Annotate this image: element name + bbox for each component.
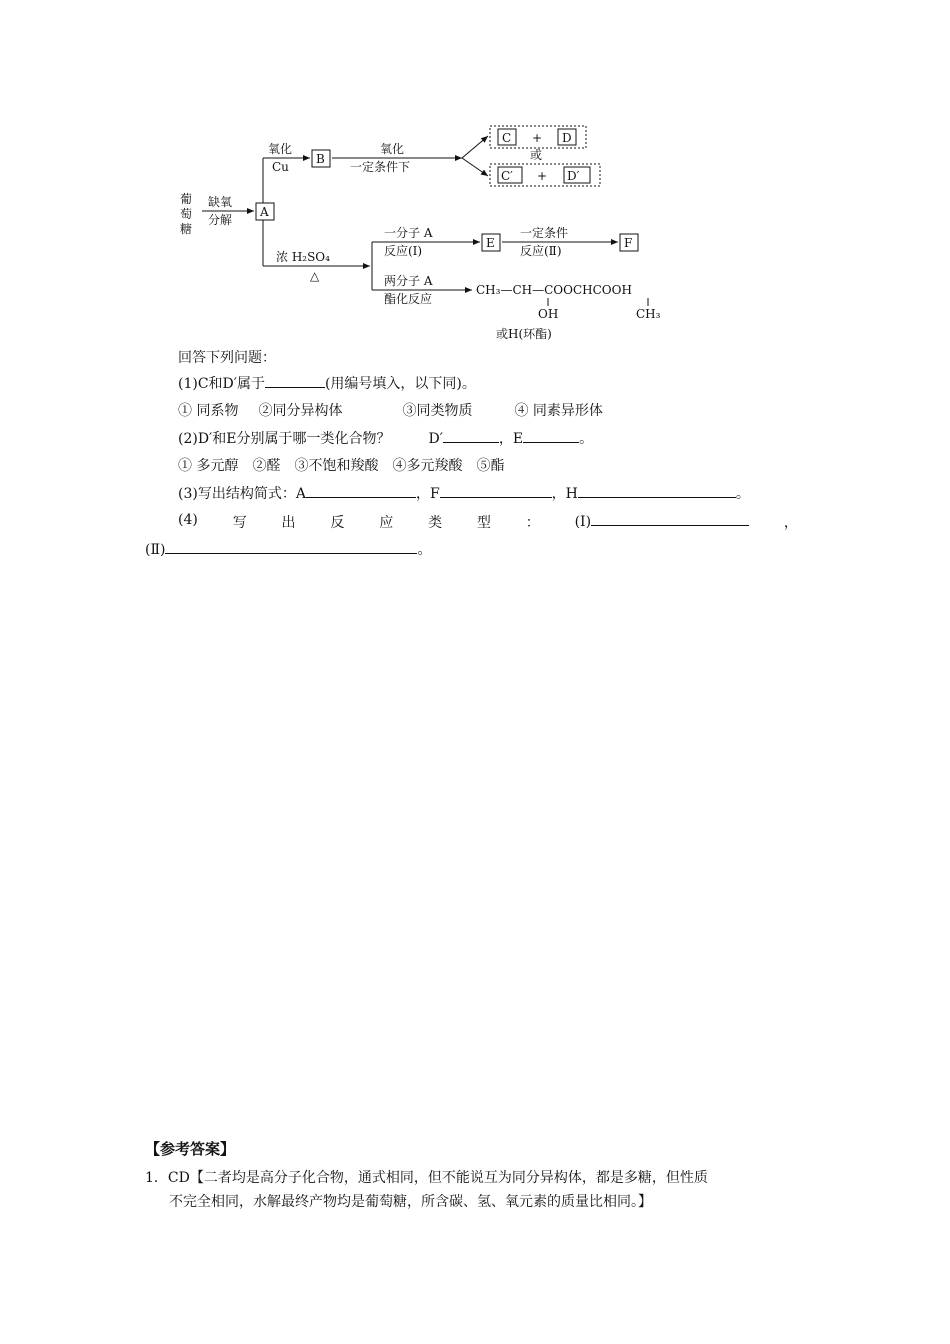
q2-text: (2)D′和E分别属于哪一类化合物？ [178, 431, 391, 447]
label-f: F [624, 236, 633, 250]
answer-1-line-1: 1．CD【二者均是高分子化合物，通式相同，但不能说互为同分异构体，都是多糖，但性质 [145, 1170, 708, 1186]
label-c-prime: C′ [501, 169, 513, 183]
answer-1 [145, 1166, 810, 1214]
answer-1-line-2: 不完全相同，水解最终产物均是葡萄糖，所含碳、氢、氧元素的质量比相同。】 [169, 1194, 652, 1210]
question-1 [178, 374, 476, 394]
q4-reaction-2-label: (Ⅱ) [145, 542, 166, 558]
arrow-to-cd-pair [462, 136, 488, 158]
q4-word: ： [525, 515, 540, 531]
cond-esterification: 酯化反应 [384, 292, 433, 306]
q4-word: 应 [379, 515, 394, 531]
q2-d-blank[interactable] [443, 429, 499, 443]
cond-decompose: 分解 [208, 213, 233, 227]
intro-text: 回答下列问题： [178, 350, 276, 366]
question-2 [178, 429, 593, 449]
cond-cu: Cu [272, 160, 289, 174]
plus-2: + [537, 169, 548, 183]
q1-opt-3: ③同类物质 [402, 403, 473, 419]
cond-one-molecule: 一分子 A [384, 226, 433, 240]
cond-h2so4: 浓 H₂SO₄ [276, 250, 330, 264]
q3-text: (3)写出结构简式：A [178, 486, 306, 502]
q1-tail: (用编号填入，以下同)。 [324, 376, 476, 392]
label-a: A [260, 205, 269, 219]
q4-end: 。 [417, 542, 432, 558]
q2-e-label: ，E [498, 431, 524, 447]
q2-options-text: ① 多元醇 ②醛 ③不饱和羧酸 ④多元羧酸 ⑤酯 [178, 458, 505, 474]
label-b: B [316, 152, 325, 166]
question-3 [178, 484, 750, 504]
reaction-scheme-diagram [170, 118, 750, 348]
question-4-line-1 [178, 512, 798, 532]
product-h-cyclic-ester: 或H(环酯) [496, 327, 552, 341]
q4-reaction-1-label: (Ⅰ) [574, 514, 592, 530]
q1-opt-1: ① 同系物 [178, 403, 239, 419]
q3-h-label: ，H [551, 486, 578, 502]
cond-specific: 一定条件下 [350, 160, 411, 174]
q4-reaction-2-blank[interactable] [165, 540, 417, 554]
product-oh: OH [538, 307, 559, 321]
q4-reaction-1-blank[interactable] [591, 512, 749, 526]
glucose-char-2: 萄 [180, 207, 193, 221]
q4-word: 出 [281, 515, 296, 531]
plus-1: + [532, 131, 543, 145]
cond-anaerobic: 缺氧 [208, 195, 233, 209]
q4-word: 反 [330, 515, 345, 531]
q2-end: 。 [579, 431, 594, 447]
q3-end: 。 [735, 486, 750, 502]
q4-word: 型 [476, 515, 491, 531]
label-or: 或 [530, 148, 543, 162]
cond-certain: 一定条件 [520, 226, 569, 240]
q1-text: (1)C和D′属于 [178, 376, 265, 392]
cond-oxidation-1: 氧化 [268, 142, 293, 156]
q4-comma: ， [783, 515, 798, 531]
product-ch3: CH₃ [636, 307, 661, 321]
label-c: C [502, 131, 512, 145]
product-formula: CH₃—CH—COOCHCOOH [476, 283, 632, 297]
cond-reaction-1: 反应(Ⅰ) [384, 244, 423, 258]
q2-e-blank[interactable] [523, 429, 579, 443]
questions-intro [178, 348, 276, 368]
q4-word: (4) [178, 512, 198, 528]
cond-oxidation-2: 氧化 [380, 142, 405, 156]
glucose-char-3: 糖 [180, 222, 193, 236]
question-4-line-2 [145, 540, 431, 560]
cond-two-molecules: 两分子 A [384, 274, 433, 288]
q3-f-label: ，F [415, 486, 440, 502]
q4-word: 写 [232, 515, 247, 531]
q1-opt-2: ②同分异构体 [258, 403, 343, 419]
q4-word: 类 [428, 515, 443, 531]
reaction-scheme-svg [170, 118, 750, 348]
cond-reaction-2: 反应(Ⅱ) [520, 244, 562, 258]
label-e: E [486, 236, 495, 250]
label-d: D [562, 131, 572, 145]
q1-blank[interactable] [265, 374, 325, 388]
cond-heat: △ [310, 269, 320, 283]
q3-a-blank[interactable] [306, 484, 416, 498]
arrow-to-cd-prime-pair [462, 158, 488, 176]
q3-f-blank[interactable] [440, 484, 552, 498]
q1-opt-4: ④ 同素异形体 [514, 403, 603, 419]
question-1-options [178, 401, 603, 421]
glucose-char-1: 葡 [180, 192, 193, 206]
q3-h-blank[interactable] [578, 484, 736, 498]
question-2-options [178, 456, 504, 476]
label-d-prime: D′ [567, 169, 580, 183]
q2-d-label: D′ [428, 431, 443, 447]
answer-heading: 【参考答案】 [145, 1140, 236, 1158]
